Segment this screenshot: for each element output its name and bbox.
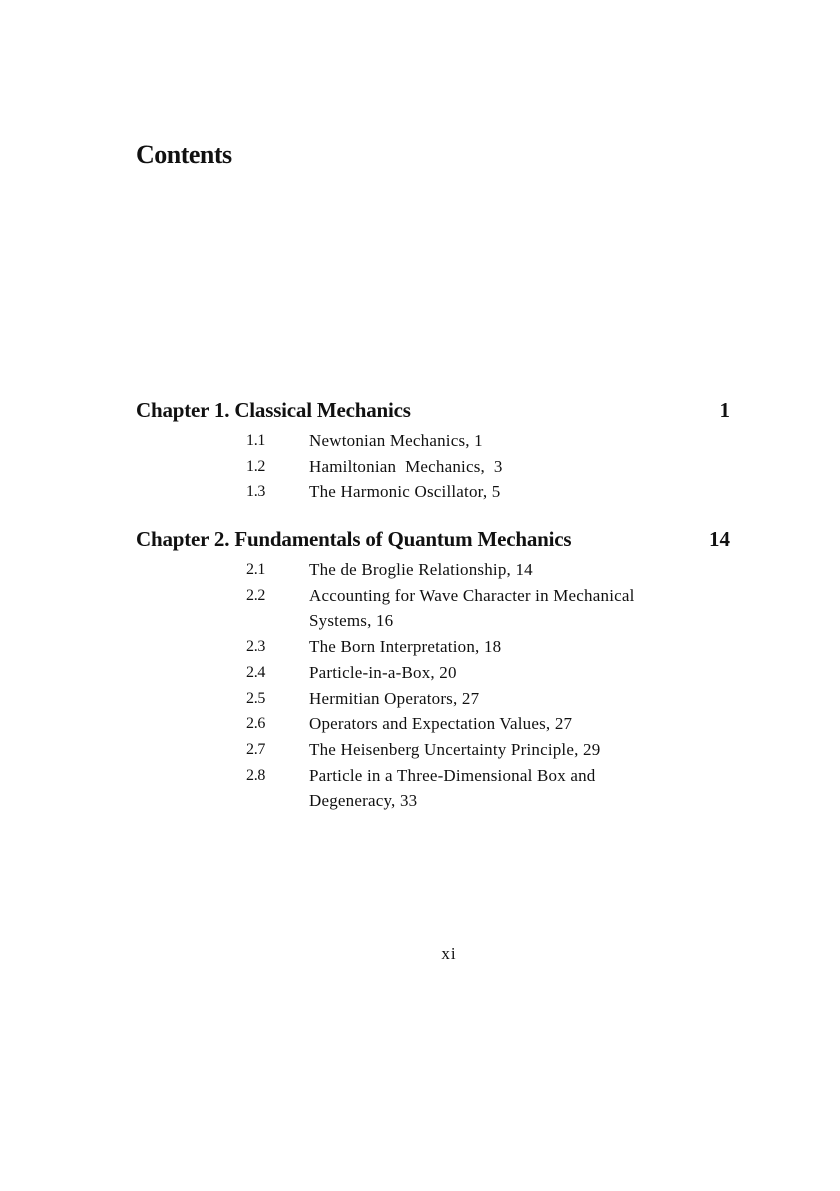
chapter-2 xyxy=(0,527,840,814)
section-number: 2.2 xyxy=(246,586,266,604)
chapter-heading[interactable] xyxy=(0,527,840,557)
section-title: Particle in a Three-Dimensional Box and Degeneracy, 33 xyxy=(309,765,596,811)
section-number: 2.1 xyxy=(246,561,266,578)
chapter-1 xyxy=(0,398,840,505)
chapter-title: Chapter 2. Fundamentals of Quantum Mechanics xyxy=(136,527,572,551)
section-number: 1.1 xyxy=(246,432,266,449)
section-number: 2.4 xyxy=(246,663,266,681)
toc-entry[interactable] xyxy=(0,711,840,737)
section-title: The Harmonic Oscillator, 5 xyxy=(309,482,501,502)
page-title: Contents xyxy=(136,140,232,169)
toc-entry[interactable] xyxy=(0,737,840,763)
section-number: 2.3 xyxy=(246,638,266,656)
section-title: Accounting for Wave Character in Mechanical Systems, 16 xyxy=(309,585,635,631)
section-title: The Born Interpretation, 18 xyxy=(309,637,502,657)
section-title: Operators and Expectation Values, 27 xyxy=(309,714,573,734)
toc-entry[interactable] xyxy=(0,583,840,634)
chapter-heading[interactable] xyxy=(0,398,840,428)
section-number: 2.6 xyxy=(246,715,266,733)
toc-entry[interactable] xyxy=(0,660,840,686)
section-title: Newtonian Mechanics, 1 xyxy=(309,431,483,450)
section-number: 1.2 xyxy=(246,457,266,475)
toc-entry[interactable] xyxy=(0,428,840,454)
section-list xyxy=(0,428,840,505)
chapter-title: Chapter 1. Classical Mechanics xyxy=(136,398,411,422)
section-number: 2.7 xyxy=(246,740,266,758)
section-title: Hamiltonian Mechanics, 3 xyxy=(309,456,503,476)
section-title: Particle-in-a-Box, 20 xyxy=(309,662,457,682)
toc-entry[interactable] xyxy=(0,634,840,660)
section-list xyxy=(0,557,840,814)
section-number: 2.5 xyxy=(246,689,266,707)
chapter-page-number: 1 xyxy=(719,398,730,422)
section-title: The de Broglie Relationship, 14 xyxy=(309,560,533,579)
toc-entry[interactable] xyxy=(0,557,840,583)
toc-entry[interactable] xyxy=(0,763,840,814)
section-number: 1.3 xyxy=(246,483,266,501)
chapter-page-number: 14 xyxy=(709,527,730,551)
toc-entry[interactable] xyxy=(0,686,840,712)
toc-entry[interactable] xyxy=(0,479,840,505)
section-title: The Heisenberg Uncertainty Principle, 29 xyxy=(309,739,601,759)
toc-entry[interactable] xyxy=(0,454,840,480)
section-title: Hermitian Operators, 27 xyxy=(309,688,480,708)
section-number: 2.8 xyxy=(246,766,266,784)
page-number: xi xyxy=(441,944,457,963)
